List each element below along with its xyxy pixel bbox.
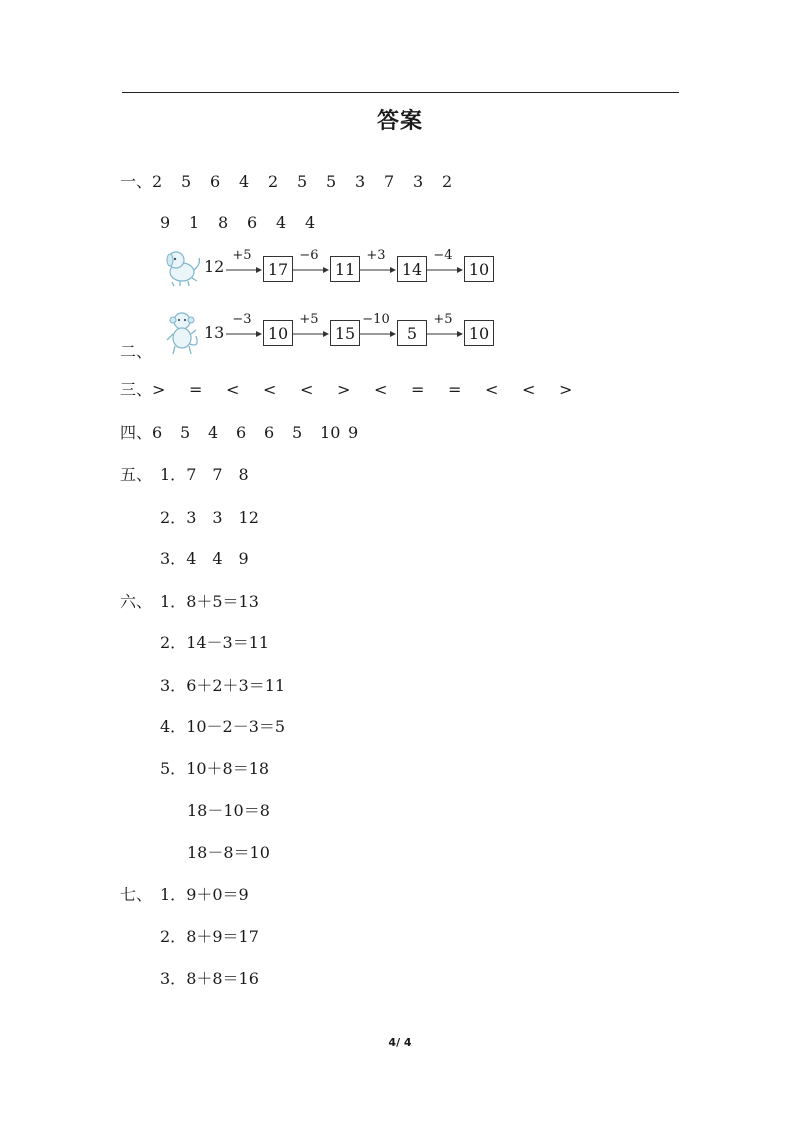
q1-row2-value-1: 9 [160, 213, 171, 232]
chain2-arrow-2 [293, 330, 329, 338]
q4-values [152, 423, 376, 442]
q6-extra-1: 18－10＝8 [187, 801, 270, 820]
q4-row [120, 423, 376, 443]
q3-symbol-2: = [189, 380, 203, 399]
chain2-arrow-4 [427, 330, 463, 338]
q6-extra-2: 18－8＝10 [187, 843, 270, 862]
q3-symbol-6: > [337, 380, 351, 399]
q3-symbol-5: < [300, 380, 314, 399]
q1-row1 [120, 172, 471, 192]
chain1-start-value: 12 [204, 257, 225, 276]
q6-item-3: 3．6＋2＋3＝11 [160, 676, 286, 695]
chain1-result-box-3: 14 [397, 256, 427, 282]
dog-icon [162, 246, 204, 288]
q4-value-3: 4 [208, 423, 219, 442]
q2-chain-2 [160, 310, 500, 350]
q6-item-2: 2．14－3＝11 [160, 633, 270, 652]
q3-symbol-3: < [226, 380, 240, 399]
q1-label: 一、 [120, 172, 153, 191]
chain1-op-1: +5 [232, 248, 252, 263]
q3-symbols [152, 380, 596, 399]
q7-label: 七、 [120, 885, 153, 904]
chain2-arrow-3 [360, 330, 396, 338]
q6-item-5: 5．10＋8＝18 [160, 759, 270, 778]
chain2-op-2: +5 [299, 312, 319, 327]
chain2-arrow-1 [226, 330, 262, 338]
chain2-op-3: −10 [362, 312, 390, 327]
q3-symbol-12: > [559, 380, 573, 399]
chain1-arrow-2 [293, 266, 329, 274]
q4-value-8: 9 [348, 423, 359, 442]
q7-item-3: 3．8＋8＝16 [160, 969, 259, 988]
q1-value-6: 5 [297, 172, 308, 191]
q1-value-7: 5 [326, 172, 337, 191]
q1-row2-value-6: 4 [305, 213, 316, 232]
chain1-result-box-2: 11 [330, 256, 360, 282]
q6-item-4: 4．10－2－3＝5 [160, 717, 286, 736]
chain1-arrow-4 [427, 266, 463, 274]
q1-row2-values [160, 213, 334, 233]
q1-value-5: 2 [268, 172, 279, 191]
q4-value-4: 6 [236, 423, 247, 442]
page-title: 答案 [376, 109, 423, 134]
q4-value-5: 6 [264, 423, 275, 442]
q3-symbol-11: < [522, 380, 536, 399]
chain1-result-box-4: 10 [464, 256, 494, 282]
q4-value-1: 6 [152, 423, 163, 442]
q3-symbol-9: = [448, 380, 462, 399]
q7-item-2: 2．8＋9＝17 [160, 927, 259, 946]
q1-value-11: 2 [442, 172, 453, 191]
chain1-arrow-1 [226, 266, 262, 274]
chain1-op-3: +3 [366, 248, 386, 263]
q3-symbol-1: > [152, 380, 166, 399]
q4-label: 四、 [120, 423, 153, 442]
q5-label: 五、 [120, 465, 153, 484]
q1-row2-value-3: 8 [218, 213, 229, 232]
chain2-result-box-3: 5 [397, 320, 427, 346]
q4-value-6: 5 [292, 423, 303, 442]
q3-label: 三、 [120, 380, 153, 399]
q3-symbol-4: < [263, 380, 277, 399]
q3-symbol-7: < [374, 380, 388, 399]
chain2-op-4: +5 [433, 312, 453, 327]
q3-symbol-10: < [485, 380, 499, 399]
q5-item-2: 2．3 3 12 [160, 508, 259, 527]
q5-item-1: 1．7 7 8 [160, 465, 249, 484]
q4-value-2: 5 [180, 423, 191, 442]
q3-symbol-8: = [411, 380, 425, 399]
q1-value-1: 2 [152, 172, 163, 191]
chain1-op-4: −4 [433, 248, 453, 263]
q1-value-3: 6 [210, 172, 221, 191]
chain2-result-box-4: 10 [464, 320, 494, 346]
q1-value-10: 3 [413, 172, 424, 191]
chain2-start-value: 13 [204, 323, 225, 342]
q1-value-4: 4 [239, 172, 250, 191]
chain1-op-2: −6 [299, 248, 319, 263]
chain1-arrow-3 [360, 266, 396, 274]
monkey-icon [162, 310, 204, 356]
q1-value-9: 7 [384, 172, 395, 191]
q2-chain-1 [160, 246, 500, 286]
chain1-result-box-1: 17 [263, 256, 293, 282]
chain2-result-box-2: 15 [330, 320, 360, 346]
q2-label: 二、 [120, 342, 153, 361]
q1-value-8: 3 [355, 172, 366, 191]
q7-item-1: 1．9＋0＝9 [160, 885, 249, 904]
q6-label: 六、 [120, 592, 153, 611]
q1-row2-value-4: 6 [247, 213, 258, 232]
chain2-op-1: −3 [232, 312, 252, 327]
q1-row2-value-5: 4 [276, 213, 287, 232]
q3-row [120, 380, 596, 400]
page-number: 4/ 4 [388, 1036, 412, 1049]
q1-row2-value-2: 1 [189, 213, 200, 232]
chain2-result-box-1: 10 [263, 320, 293, 346]
q1-row1-values [152, 172, 471, 191]
q6-item-1: 1．8＋5＝13 [160, 592, 259, 611]
q5-item-3: 3．4 4 9 [160, 549, 249, 568]
header-rule [122, 92, 679, 93]
q1-value-2: 5 [181, 172, 192, 191]
q4-value-7: 10 [320, 423, 341, 442]
